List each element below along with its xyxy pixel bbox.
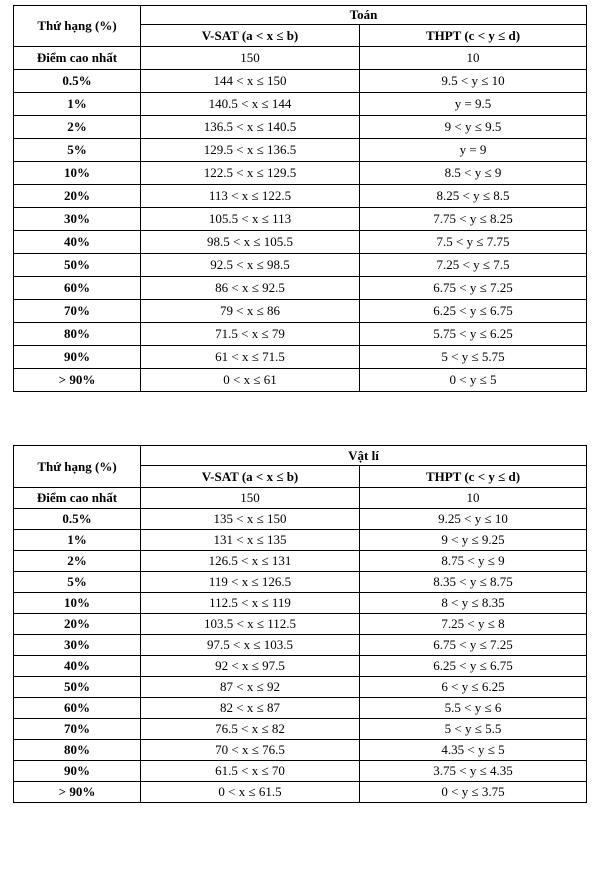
table-row — [14, 740, 587, 761]
vsat-range-cell: 61 < x ≤ 71.5 — [141, 346, 360, 369]
table-row — [14, 323, 587, 346]
rank-cell: Điểm cao nhất — [14, 47, 141, 70]
thpt-range-cell: 7.5 < y ≤ 7.75 — [360, 231, 587, 254]
table-row — [14, 162, 587, 185]
thpt-range-cell: 7.25 < y ≤ 8 — [360, 614, 587, 635]
vsat-range-cell: 92 < x ≤ 97.5 — [141, 656, 360, 677]
vsat-range-cell: 119 < x ≤ 126.5 — [141, 572, 360, 593]
rank-cell: 10% — [14, 593, 141, 614]
vsat-range-cell: 98.5 < x ≤ 105.5 — [141, 231, 360, 254]
vsat-range-cell: 136.5 < x ≤ 140.5 — [141, 116, 360, 139]
thpt-column-header: THPT (c < y ≤ d) — [360, 25, 587, 47]
table-row — [14, 231, 587, 254]
rank-cell: 2% — [14, 116, 141, 139]
rank-cell: 0.5% — [14, 70, 141, 93]
rank-cell: 80% — [14, 323, 141, 346]
thpt-range-cell: y = 9.5 — [360, 93, 587, 116]
vsat-range-cell: 112.5 < x ≤ 119 — [141, 593, 360, 614]
table-row — [14, 719, 587, 740]
rank-cell: 1% — [14, 530, 141, 551]
table-row — [14, 551, 587, 572]
thpt-range-cell: 7.75 < y ≤ 8.25 — [360, 208, 587, 231]
thpt-range-cell: 5.75 < y ≤ 6.25 — [360, 323, 587, 346]
vsat-range-cell: 79 < x ≤ 86 — [141, 300, 360, 323]
vsat-range-cell: 0 < x ≤ 61.5 — [141, 782, 360, 803]
table-row — [14, 530, 587, 551]
rank-cell: 40% — [14, 231, 141, 254]
table-row — [14, 782, 587, 803]
rank-cell: 40% — [14, 656, 141, 677]
vsat-range-cell: 122.5 < x ≤ 129.5 — [141, 162, 360, 185]
rank-cell: 70% — [14, 719, 141, 740]
table-row — [14, 300, 587, 323]
vsat-column-header: V-SAT (a < x ≤ b) — [141, 466, 360, 488]
thpt-range-cell: 6.25 < y ≤ 6.75 — [360, 656, 587, 677]
thpt-range-cell: 8.35 < y ≤ 8.75 — [360, 572, 587, 593]
rank-cell: 10% — [14, 162, 141, 185]
vsat-range-cell: 82 < x ≤ 87 — [141, 698, 360, 719]
thpt-range-cell: 6.25 < y ≤ 6.75 — [360, 300, 587, 323]
rank-cell: 1% — [14, 93, 141, 116]
thpt-range-cell: 10 — [360, 47, 587, 70]
vsat-range-cell: 87 < x ≤ 92 — [141, 677, 360, 698]
table-row — [14, 572, 587, 593]
vsat-range-cell: 140.5 < x ≤ 144 — [141, 93, 360, 116]
table-row — [14, 70, 587, 93]
vsat-range-cell: 105.5 < x ≤ 113 — [141, 208, 360, 231]
rank-cell: 50% — [14, 677, 141, 698]
math-score-table — [13, 5, 587, 392]
thpt-range-cell: 5 < y ≤ 5.5 — [360, 719, 587, 740]
vsat-range-cell: 61.5 < x ≤ 70 — [141, 761, 360, 782]
vsat-range-cell: 71.5 < x ≤ 79 — [141, 323, 360, 346]
table-row — [14, 635, 587, 656]
rank-cell: 90% — [14, 761, 141, 782]
table-row — [14, 698, 587, 719]
rank-cell: 70% — [14, 300, 141, 323]
table-row — [14, 346, 587, 369]
table-row — [14, 139, 587, 162]
rank-cell: > 90% — [14, 369, 141, 392]
thpt-range-cell: 9.5 < y ≤ 10 — [360, 70, 587, 93]
table-row — [14, 593, 587, 614]
vsat-range-cell: 92.5 < x ≤ 98.5 — [141, 254, 360, 277]
subject-header: Toán — [141, 6, 587, 25]
table-row — [14, 656, 587, 677]
rank-cell: Điểm cao nhất — [14, 488, 141, 509]
rank-cell: 0.5% — [14, 509, 141, 530]
vsat-column-header: V-SAT (a < x ≤ b) — [141, 25, 360, 47]
table-row — [14, 677, 587, 698]
thpt-range-cell: 9 < y ≤ 9.25 — [360, 530, 587, 551]
rank-cell: 80% — [14, 740, 141, 761]
thpt-range-cell: 0 < y ≤ 5 — [360, 369, 587, 392]
thpt-range-cell: 6.75 < y ≤ 7.25 — [360, 635, 587, 656]
thpt-range-cell: 8.75 < y ≤ 9 — [360, 551, 587, 572]
thpt-range-cell: 5.5 < y ≤ 6 — [360, 698, 587, 719]
subject-header: Vật lí — [141, 446, 587, 466]
vsat-range-cell: 76.5 < x ≤ 82 — [141, 719, 360, 740]
table-row — [14, 369, 587, 392]
vsat-range-cell: 150 — [141, 47, 360, 70]
vsat-range-cell: 150 — [141, 488, 360, 509]
table-body — [14, 488, 587, 803]
rank-header: Thứ hạng (%) — [14, 446, 141, 488]
thpt-range-cell: 8.25 < y ≤ 8.5 — [360, 185, 587, 208]
table-row — [14, 614, 587, 635]
thpt-column-header: THPT (c < y ≤ d) — [360, 466, 587, 488]
thpt-range-cell: 6.75 < y ≤ 7.25 — [360, 277, 587, 300]
thpt-range-cell: 4.35 < y ≤ 5 — [360, 740, 587, 761]
rank-header: Thứ hạng (%) — [14, 6, 141, 47]
thpt-range-cell: y = 9 — [360, 139, 587, 162]
thpt-range-cell: 9 < y ≤ 9.5 — [360, 116, 587, 139]
rank-cell: 90% — [14, 346, 141, 369]
physics-score-table — [13, 445, 587, 803]
rank-cell: 20% — [14, 185, 141, 208]
vsat-range-cell: 131 < x ≤ 135 — [141, 530, 360, 551]
vsat-range-cell: 86 < x ≤ 92.5 — [141, 277, 360, 300]
thpt-range-cell: 9.25 < y ≤ 10 — [360, 509, 587, 530]
vsat-range-cell: 129.5 < x ≤ 136.5 — [141, 139, 360, 162]
rank-cell: 50% — [14, 254, 141, 277]
table-row — [14, 761, 587, 782]
rank-cell: 20% — [14, 614, 141, 635]
rank-cell: 60% — [14, 698, 141, 719]
thpt-range-cell: 8 < y ≤ 8.35 — [360, 593, 587, 614]
table-row — [14, 254, 587, 277]
table-row — [14, 488, 587, 509]
table-row — [14, 47, 587, 70]
rank-cell: 5% — [14, 139, 141, 162]
rank-cell: 60% — [14, 277, 141, 300]
vsat-range-cell: 97.5 < x ≤ 103.5 — [141, 635, 360, 656]
vsat-range-cell: 144 < x ≤ 150 — [141, 70, 360, 93]
table-row — [14, 185, 587, 208]
rank-cell: 30% — [14, 208, 141, 231]
thpt-range-cell: 6 < y ≤ 6.25 — [360, 677, 587, 698]
table-body — [14, 47, 587, 392]
thpt-range-cell: 5 < y ≤ 5.75 — [360, 346, 587, 369]
vsat-range-cell: 103.5 < x ≤ 112.5 — [141, 614, 360, 635]
table-row — [14, 93, 587, 116]
table-row — [14, 277, 587, 300]
vsat-range-cell: 70 < x ≤ 76.5 — [141, 740, 360, 761]
vsat-range-cell: 0 < x ≤ 61 — [141, 369, 360, 392]
table-row — [14, 208, 587, 231]
vsat-range-cell: 126.5 < x ≤ 131 — [141, 551, 360, 572]
thpt-range-cell: 10 — [360, 488, 587, 509]
vsat-range-cell: 135 < x ≤ 150 — [141, 509, 360, 530]
thpt-range-cell: 3.75 < y ≤ 4.35 — [360, 761, 587, 782]
rank-cell: 30% — [14, 635, 141, 656]
vsat-range-cell: 113 < x ≤ 122.5 — [141, 185, 360, 208]
thpt-range-cell: 8.5 < y ≤ 9 — [360, 162, 587, 185]
rank-cell: 5% — [14, 572, 141, 593]
rank-cell: 2% — [14, 551, 141, 572]
thpt-range-cell: 0 < y ≤ 3.75 — [360, 782, 587, 803]
rank-cell: > 90% — [14, 782, 141, 803]
thpt-range-cell: 7.25 < y ≤ 7.5 — [360, 254, 587, 277]
table-row — [14, 509, 587, 530]
table-row — [14, 116, 587, 139]
